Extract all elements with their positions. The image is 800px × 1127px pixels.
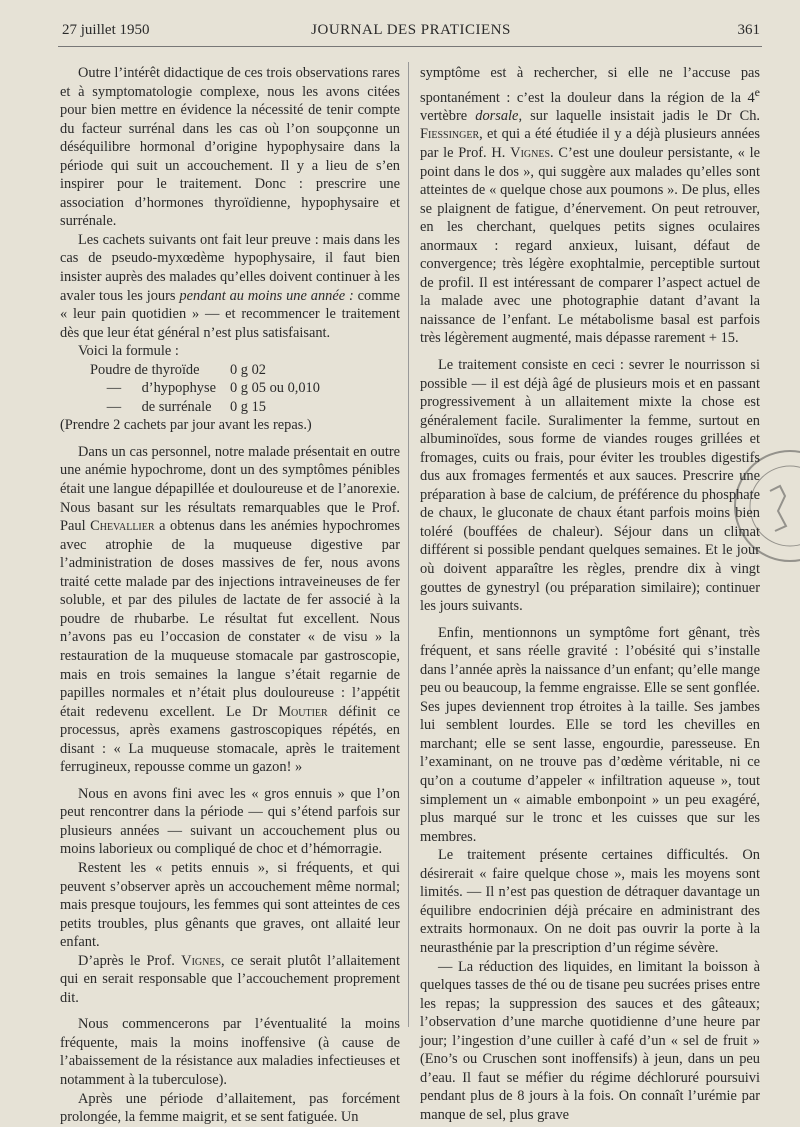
page-number: 361 <box>737 22 760 38</box>
column-divider <box>408 62 409 1027</box>
paragraph: Nous en avons fini avec les « gros ennuis » que l’on peut rencontrer dans la période — qui s’étend parfois sur plusieurs années — suivant un accouchement plus ou moins laborieux ou compliqué de choc et d’hémorragie. <box>60 785 400 858</box>
issue-date: 27 juillet 1950 <box>62 22 150 38</box>
formula-note: (Prendre 2 cachets par jour avant les repas.) <box>60 417 312 434</box>
running-header <box>62 22 760 46</box>
header-rule <box>58 46 762 47</box>
right-column <box>420 64 760 1124</box>
paragraph: Enfin, mentionnons un symptôme fort gênant, très fréquent, et sans réelle gravité : l’obésité qui s’installe dans l’année après la naissance d’un enfant; qu’elle mange peu ou beaucoup, la femme engraisse. Elle se sent gonflée. Ses jupes deviennent trop étroites à la taille. Ses jambes lui semblent lourdes. Elle se tord les chevilles en marchant; elle se sent lasse, engourdie, paresseuse. En l’examinant, on ne trouve pas d’œdème véritable, ni ce qu’on a coutume d’appeler « infiltration aqueuse », tout simplement un « aimable embonpoint » un peu exagéré, plus marqué sur le tronc et les cuisses que sur les membres. <box>420 624 760 845</box>
formula-row: Poudre de thyroïde 0 g 02 <box>90 361 266 378</box>
journal-title: JOURNAL DES PRATICIENS <box>311 22 511 38</box>
formula-row: — d’hypophyse 0 g 05 ou 0,010 <box>106 380 320 397</box>
paragraph: symptôme est à rechercher, si elle ne l’accuse pas spontanément : c’est la douleur dans la région de la 4e vertèbre dorsale, sur laquelle insistait jadis le Dr Ch. Fiessinger, et qui a été étudiée il y a déjà plusieurs années par le Prof. H. Vignes. C’est une douleur persistante, « le point dans le dos », qui suggère aux malades qu’elles sont atteintes de « quelque chose aux poumons ». De plus, elles se plaignent de fatigue, d’énervement. On peut retrouver, en les cherchant, quelques petits signes oculaires anormaux : regard anxieux, luisant, défaut de convergence; très légère exophtalmie, perceptible surtout de profil. Il est intéressant de comparer l’aspect actuel de la malade avec une photographie datant d’avant la naissance de l’enfant. Le métabolisme basal est parfois très légèrement augmenté, mais dépasse rarement + 15. <box>420 65 760 347</box>
library-stamp <box>730 436 800 576</box>
paragraph: Restent les « petits ennuis », si fréquents, et qui peuvent s’observer après un accouchement même normal; mais presque toujours, les femmes qui sont atteintes de ces petits troubles, plus gênants que graves, ont allaité leur enfant. <box>60 859 400 951</box>
paragraph: Le traitement consiste en ceci : sevrer le nourrisson si possible — il est déjà âgé de plusieurs mois et en passant progressivement à un allaitement mixte la chose est généralement facile. Suralimenter la femme, surtout en albuminoïdes, sous forme de viandes rouges grillées et fromages, cuits ou frais, pour éviter les troubles digestifs dus aux fromages fermentés et aux sauces. Prescrire une préparation à base de calcium, de préférence du phosphate de chaux, le gluconate de chaux étant parfois moins bien toléré (bouffées de chaleur). Séjour dans un climat différent si possible pendant quelques semaines. Et le jour où doivent apparaître les règles, prendre dix à vingt gouttes de gynestryl (ou préparation similaire); continuer les jours suivants. <box>420 357 760 615</box>
paragraph: Dans un cas personnel, notre malade présentait en outre une anémie hypochrome, dont un des symptômes pénibles était une langue dépapillée et douloureuse et de l’anorexie. Nous basant sur les résultats remarquables que le Prof. Paul Chevallier a obtenus dans les anémies hypochromes avec atrophie de la muqueuse digestive par l’administration de doses massives de fer, nous avons traité cette malade par des injections intraveineuses de fer soluble, et par des pilules de lactate de fer associé à la poudre de rhubarbe. Le résultat fut excellent. Nous n’avons pas eu l’occasion de constater « de visu » la restauration de la muqueuse stomacale par gastroscopie, mais en trois semaines la langue s’était regarnie de papilles normales et n’était plus douloureuse : l’appétit était redevenu excellent. Le Dr Moutier définit ce processus, après examens gastroscopiques répétés, en disant : « La muqueuse stomacale, après le traitement ferrugineux, repousse comme un gazon! » <box>60 443 400 776</box>
paragraph: D’après le Prof. Vignes, ce serait plutôt l’allaitement qui en serait responsable que l’accouchement proprement dit. <box>60 952 400 1006</box>
paragraph: Outre l’intérêt didactique de ces trois observations rares et à symptomatologie complexe, nous les avons citées pour bien mettre en évidence la nécessité de tenir compte du facteur surrénal dans les cas où l’on soupçonne un déséquilibre hormonal d’origine hypophysaire dans la période qui suit un accouchement. Il y a lieu de s’en inspirer pour le traitement. Donc : prescrire une association d’hormones thyroïdienne, hypophysaire et surrénale. <box>60 65 400 230</box>
formula-row: — de surrénale 0 g 15 <box>106 398 266 415</box>
left-column <box>60 64 400 1127</box>
formula-table <box>90 361 400 417</box>
formula-intro: Voici la formule : <box>78 343 179 360</box>
paragraph: Après une période d’allaitement, pas forcément prolongée, la femme maigrit, et se sent fatiguée. Un <box>60 1090 400 1126</box>
paragraph: — La réduction des liquides, en limitant la boisson à quelques tasses de thé ou de tisane peu sucrées prises entre les repas; la suppression des sauces et des gâteaux; l’observation d’une marche quotidienne d’une heure par jour; l’ingestion d’une cuiller à café d’un « sel de fruit » (Eno’s ou Cruschen sont inoffensifs) à jeun, dans un peu d’eau. Il faut se méfier du régime déchloruré poursuivi pendant plus de 8 jours à la fois. On connaît l’urémie par manque de sel, plus grave <box>420 958 760 1123</box>
paragraph: Le traitement présente certaines difficultés. On désirerait « faire quelque chose », mais les moyens sont limités. — Il n’est pas question de détraquer davantage un équilibre endocrinien déjà précaire en administrant des extraits hormonaux. On ne doit pas ouvrir la porte à la neurasthénie par la prescription d’un régime sévère. <box>420 847 760 956</box>
paragraph: Les cachets suivants ont fait leur preuve : mais dans les cas de pseudo-myxœdème hypophysaire, il faut bien insister auprès des malades qu’elles doivent continuer à les avaler tous les jours pendant au moins une année : comme « leur pain quotidien » — et recommencer le traitement dès que leur état général n’est plus satisfaisant. <box>60 231 400 341</box>
paragraph: Nous commencerons par l’éventualité la moins fréquente, mais la moins inoffensive (à cause de l’abaissement de la résistance aux maladies infectieuses et notamment à la tuberculose). <box>60 1016 400 1088</box>
